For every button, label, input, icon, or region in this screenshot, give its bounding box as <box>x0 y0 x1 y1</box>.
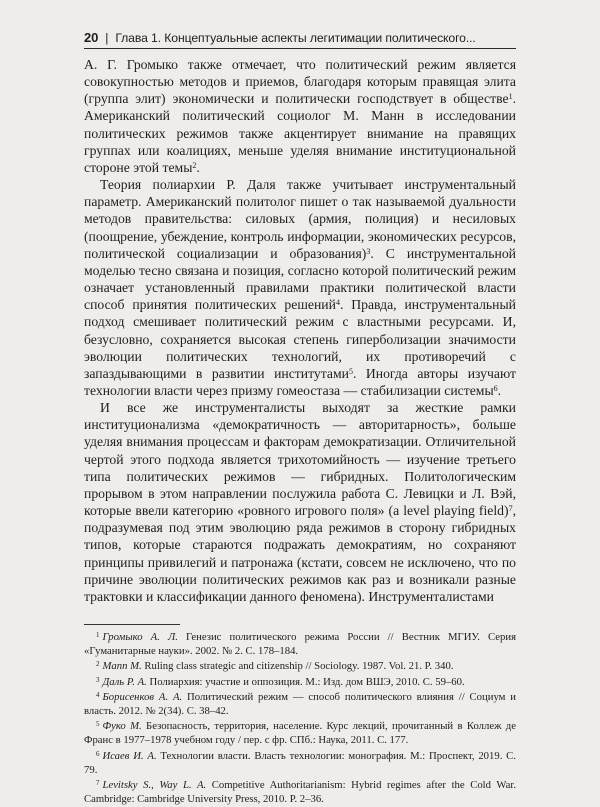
header-separator: | <box>105 31 109 45</box>
footnote-7 <box>84 778 516 806</box>
footnote-number: 3 <box>96 675 100 684</box>
running-header <box>84 30 516 49</box>
paragraph-text: А. Г. Громыко также отмечает, что политический режим является совокупностью методов и приемов, благодаря которым правящая элита (группа элит) экономически и политически господствует в обществе <box>84 57 516 107</box>
footnote-text: Генезис политического режима России // Вестник МГИУ. Серия «Гуманитарные науки». 2002. № 2. С. 178–184. <box>84 631 517 658</box>
footnote-number: 4 <box>96 690 100 699</box>
paragraph-1 <box>84 56 516 176</box>
page-number: 20 <box>84 30 99 45</box>
footnote-text: Технологии власти. Власть технологии: монография. М.: Проспект, 2019. С. 79. <box>84 749 516 776</box>
footnote-author: Levitsky S., Way L. A. <box>102 779 207 792</box>
footnote-text: Безопасность, территория, население. Курс лекций, прочитанный в Коллеж де Франс в 1977–1978 учебном году / пер. с фр. СПб.: Наука, 2011. С. 177. <box>84 720 516 747</box>
footnote-author: Mann M. <box>102 660 142 673</box>
paragraph-text: . <box>497 382 502 398</box>
footnote-ref: 6 <box>493 383 498 393</box>
footnote-ref: 5 <box>348 366 353 376</box>
running-title: Глава 1. Концептуальные аспекты легитимации политического... <box>115 31 476 45</box>
footnote-text: Ruling class strategic and citizenship // Sociology. 1987. Vol. 21. P. 340. <box>141 660 454 673</box>
main-text <box>84 56 516 605</box>
paragraph-text: . Правда, инструментальный подход смешивает политический режим с властными ресурсами. И, безусловно, сохраняется высокая степень гиперболизации значимости эволюции политических технологий, их противоречий с запаздывающими в развитии институтами <box>84 297 516 381</box>
footnote-ref: 3 <box>366 246 371 256</box>
footnotes <box>84 630 516 806</box>
paragraph-text: . <box>196 159 200 175</box>
footnote-number: 2 <box>96 660 100 669</box>
footnote-number: 6 <box>96 749 100 758</box>
paragraph-2 <box>84 176 516 399</box>
footnote-ref: 4 <box>335 298 340 308</box>
paragraph-text: . С инструментальной моделью тесно связана и позиция, согласно которой политический режим означает установленный правилами практики политической власти способ принятия политических решений <box>84 245 516 313</box>
footnote-author: Громыко А. Л. <box>102 631 178 643</box>
footnote-author: Борисенков А. А. <box>102 690 183 703</box>
footnote-ref: 1 <box>508 92 513 102</box>
footnote-number: 5 <box>96 720 100 729</box>
paragraph-text: И все же инструменталисты выходят за жесткие рамки институционализма «демократичность — авторитарность», больше уделяя внимания процессам и факторам демократизации. Отличительной чертой этого подхода является трихотомийность — изучение третьего типа политических режимов — гибридных. Политологическим прорывом в этом направлении послужила работа С. Левицки и Л. Вэй, которые ввели категорию «ровного игрового поля» (a level playing field) <box>84 400 516 519</box>
paragraph-3 <box>84 399 516 605</box>
footnote-5 <box>84 719 516 747</box>
paragraph-text: . Иногда авторы изучают технологии власти через призму гомеостаза — стабилизации системы <box>84 365 516 398</box>
paragraph-text: . Американский политический социолог М. Манн в исследовании политических режимов также акцентирует внимание на правящих группах или коалициях, меньше уделяя внимание институциональной стороне этой темы <box>84 91 516 175</box>
footnote-text: Полиархия: участие и оппозиция. М.: Изд. дом ВШЭ, 2010. С. 59–60. <box>146 675 465 688</box>
paragraph-text: Теория полиархии Р. Даля также учитывает инструментальный параметр. Американский политолог пишет о так называемой дуальности методов правительства: силовых (армия, полиция) и несиловых (поощрение, убеждение, контроль информации, экономических ресурсов, политической социализации и образования) <box>84 177 516 261</box>
footnote-2 <box>84 659 516 673</box>
footnote-text: Политический режим — способ политического влияния // Социум и власть. 2012. № 2(34). С. 38–42. <box>84 690 516 718</box>
footnote-text: Competitive Authoritarianism: Hybrid regimes after the Cold War. Cambridge: Cambridge University Press, 2010. P. 2–36. <box>84 779 516 806</box>
footnote-number: 1 <box>96 631 100 639</box>
book-page <box>84 30 516 807</box>
footnote-number: 7 <box>96 779 100 788</box>
footnote-author: Исаев И. А. <box>102 749 157 762</box>
footnote-4 <box>84 690 516 718</box>
footnote-author: Фуко М. <box>102 720 142 733</box>
footnote-author: Даль Р. А. <box>102 675 147 688</box>
footnote-1 <box>84 630 516 658</box>
footnote-divider <box>84 624 180 625</box>
footnote-6 <box>84 749 516 777</box>
footnote-3 <box>84 675 516 689</box>
footnote-ref: 2 <box>192 160 197 170</box>
paragraph-text: , подразумевая под этим эволюцию ряда режимов в сторону гибридных типов, которые стараются подражать демократиям, но сохраняют принципы привилегий и патронажа (кстати, совсем не исключено, что по причине эволюции политических режимов как раз и возникали разные трактовки и классификации данного феномена). Инструменталистами <box>84 503 516 604</box>
footnote-ref: 7 <box>508 504 513 514</box>
